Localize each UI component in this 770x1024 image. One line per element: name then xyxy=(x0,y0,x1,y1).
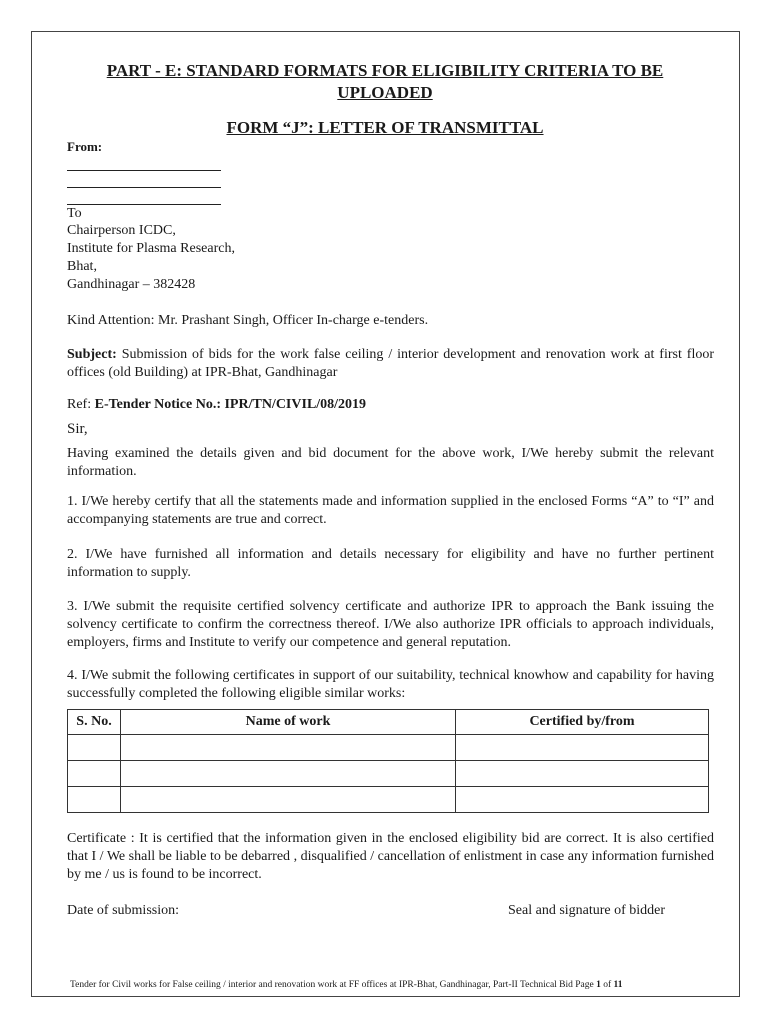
reference-line xyxy=(67,396,366,414)
table-cell[interactable] xyxy=(68,787,121,813)
address-line-4: Gandhinagar – 382428 xyxy=(67,277,196,292)
reference-number: E-Tender Notice No.: IPR/TN/CIVIL/08/2019 xyxy=(94,397,367,412)
date-of-submission-label: Date of submission: xyxy=(67,903,179,918)
certificate-paragraph: Certificate : It is certified that the information given in the enclosed eligibility bid are correct. It is also certified that I / We shall be liable to be debarred , disqualified / cancellation of enlistment in case any information furnished by me / us is found to be incorrect. xyxy=(67,831,714,882)
table-row xyxy=(68,761,709,787)
column-header-certified-by: Certified by/from xyxy=(456,710,709,735)
point-4: 4. I/We submit the following certificates in support of our suitability, technical knowhow and capability for having successfully completed the following eligible similar works: xyxy=(67,668,714,701)
from-label: From: xyxy=(67,139,103,154)
form-title: FORM “J”: LETTER OF TRANSMITTAL xyxy=(226,118,544,137)
table-row xyxy=(68,787,709,813)
from-blank-line-2[interactable] xyxy=(67,187,221,188)
footer-of: of xyxy=(600,980,614,990)
point-2: 2. I/We have furnished all information and details necessary for eligibility and have no further pertinent information to supply. xyxy=(67,547,714,580)
attention-line: Kind Attention: Mr. Prashant Singh, Officer In-charge e-tenders. xyxy=(67,313,429,328)
column-header-name-of-work: Name of work xyxy=(121,710,456,735)
subject-paragraph xyxy=(67,346,714,382)
to-label: To xyxy=(67,206,82,221)
subject-label: Subject: xyxy=(67,347,117,362)
footer-text: Tender for Civil works for False ceiling / interior and renovation work at FF offices at IPR-Bhat, Gandhinagar, Part-II Technical Bid Page xyxy=(70,980,597,990)
works-table xyxy=(67,709,709,813)
page-footer xyxy=(70,979,623,991)
subject-text: Submission of bids for the work false ceiling / interior development and renovation work at first floor offices (old Building) at IPR-Bhat, Gandhinagar xyxy=(67,347,714,380)
point-1: 1. I/We hereby certify that all the statements made and information supplied in the enclosed Forms “A” to “I” and accompanying statements are true and correct. xyxy=(67,494,714,527)
page-title-continued: UPLOADED xyxy=(337,83,433,102)
from-blank-line-3[interactable] xyxy=(67,204,221,205)
table-cell[interactable] xyxy=(68,761,121,787)
table-cell[interactable] xyxy=(121,787,456,813)
point-3: 3. I/We submit the requisite certified solvency certificate and authorize IPR to approach the Bank issuing the solvency certificate to confirm the correctness thereof. I/We also authorize IPR officials to approach individuals, employers, firms and Institute to verify our competence and general reputation. xyxy=(67,599,714,650)
table-cell[interactable] xyxy=(121,761,456,787)
footer-total-pages: 11 xyxy=(613,980,623,990)
address-line-1: Chairperson ICDC, xyxy=(67,223,176,238)
reference-label: Ref: xyxy=(67,397,95,412)
salutation: Sir, xyxy=(67,421,88,437)
address-line-2: Institute for Plasma Research, xyxy=(67,241,235,256)
table-cell[interactable] xyxy=(456,735,709,761)
table-cell[interactable] xyxy=(456,761,709,787)
intro-paragraph: Having examined the details given and bid document for the above work, I/We hereby submit the relevant information. xyxy=(67,446,714,479)
column-header-sno: S. No. xyxy=(68,710,121,735)
table-cell[interactable] xyxy=(68,735,121,761)
works-table-header-row xyxy=(68,710,709,735)
from-blank-line-1[interactable] xyxy=(67,170,221,171)
address-line-3: Bhat, xyxy=(67,259,97,274)
page-title: PART - E: STANDARD FORMATS FOR ELIGIBILITY CRITERIA TO BE xyxy=(106,61,664,80)
seal-signature-label: Seal and signature of bidder xyxy=(508,903,666,918)
table-row xyxy=(68,735,709,761)
table-cell[interactable] xyxy=(456,787,709,813)
table-cell[interactable] xyxy=(121,735,456,761)
footer-page-number: 1 xyxy=(596,980,601,990)
